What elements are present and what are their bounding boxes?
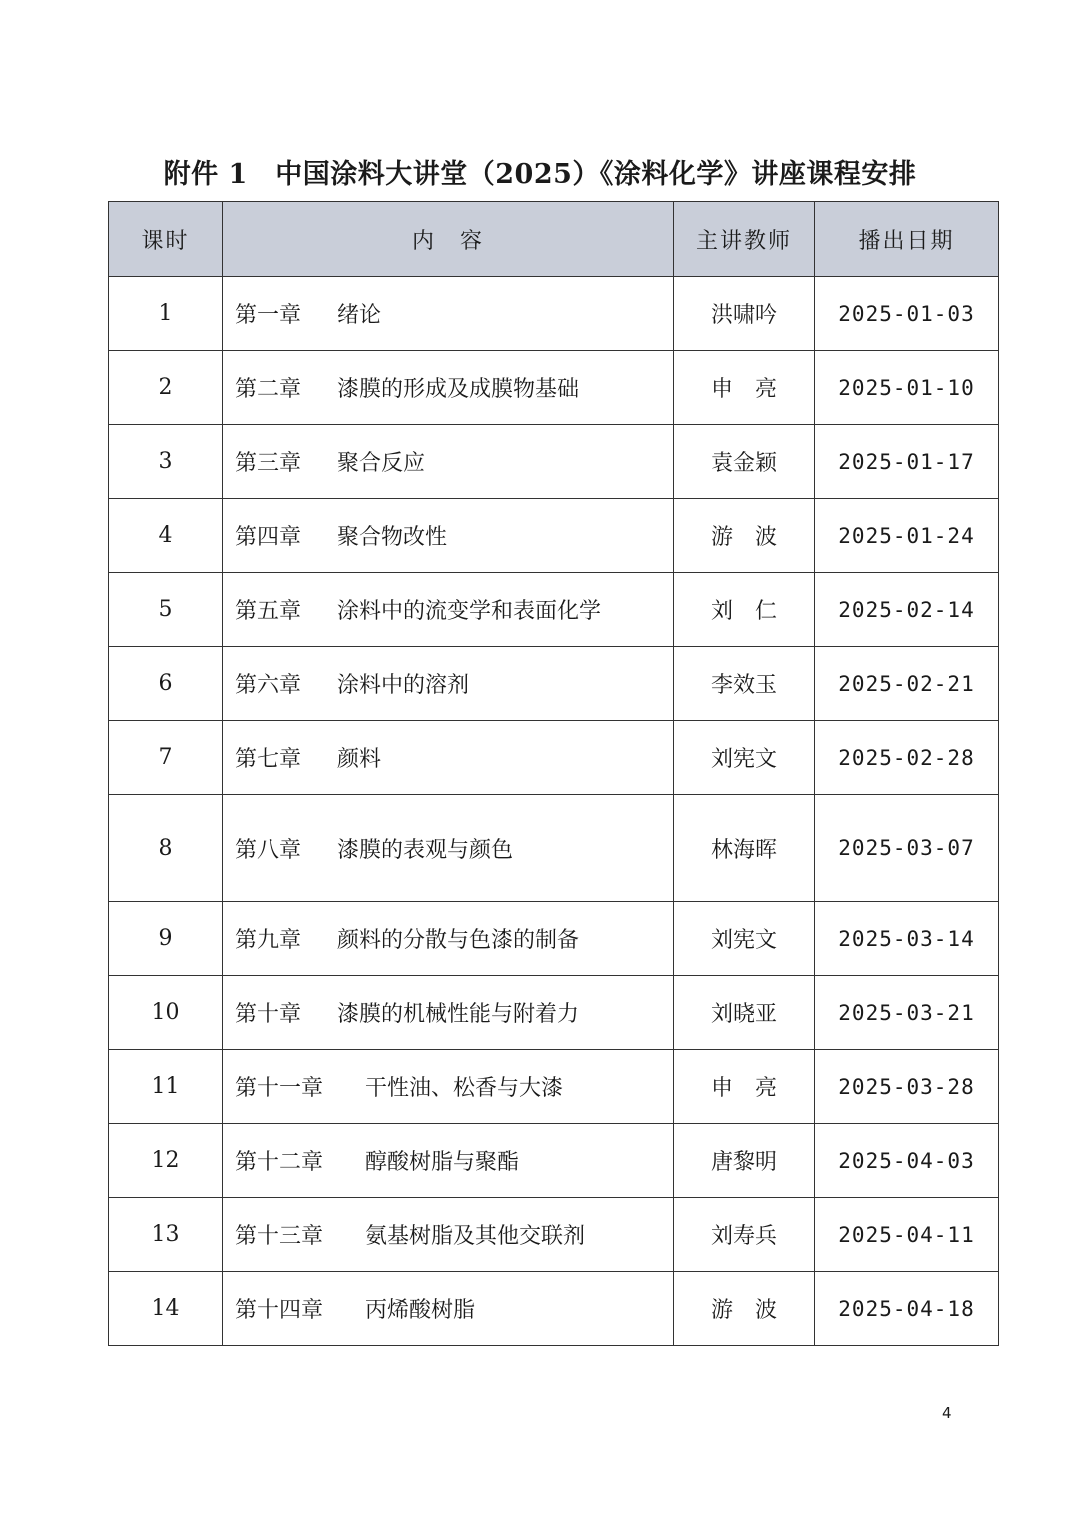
topic-label: 漆膜的表观与颜色 xyxy=(337,837,514,863)
session-number: 14 xyxy=(109,1272,223,1346)
session-number: 1 xyxy=(109,277,223,351)
lecturer-name: 刘寿兵 xyxy=(674,1198,815,1272)
topic-label: 聚合物改性 xyxy=(337,525,448,550)
header-session: 课时 xyxy=(109,202,223,277)
session-number: 11 xyxy=(109,1050,223,1124)
chapter-label: 第一章 xyxy=(235,303,302,328)
content-cell xyxy=(223,351,674,425)
session-number: 10 xyxy=(109,976,223,1050)
content-cell xyxy=(223,1272,674,1346)
session-number: 12 xyxy=(109,1124,223,1198)
content-cell xyxy=(223,902,674,976)
chapter-label: 第十三章 xyxy=(235,1224,324,1249)
chapter-label: 第十一章 xyxy=(235,1076,324,1101)
topic-label: 氨基树脂及其他交联剂 xyxy=(365,1224,586,1249)
topic-label: 干性油、松香与大漆 xyxy=(365,1076,564,1101)
chapter-label: 第二章 xyxy=(235,377,302,402)
session-number: 6 xyxy=(109,647,223,721)
chapter-label: 第五章 xyxy=(235,599,302,624)
topic-label: 漆膜的机械性能与附着力 xyxy=(337,1002,580,1027)
session-number: 7 xyxy=(109,721,223,795)
content-cell xyxy=(223,499,674,573)
content-cell xyxy=(223,976,674,1050)
content-cell xyxy=(223,573,674,647)
lecturer-name: 刘 仁 xyxy=(674,573,815,647)
table-row xyxy=(109,351,999,425)
lecturer-name: 刘宪文 xyxy=(674,721,815,795)
chapter-label: 第九章 xyxy=(235,928,302,953)
lecturer-name: 游 波 xyxy=(674,1272,815,1346)
topic-label: 聚合反应 xyxy=(337,451,426,476)
content-cell xyxy=(223,277,674,351)
table-row xyxy=(109,573,999,647)
topic-label: 涂料中的流变学和表面化学 xyxy=(337,599,602,624)
broadcast-date: 2025-01-24 xyxy=(815,499,999,573)
topic-label: 颜料的分散与色漆的制备 xyxy=(337,928,580,953)
broadcast-date: 2025-01-03 xyxy=(815,277,999,351)
table-row xyxy=(109,1050,999,1124)
content-cell xyxy=(223,425,674,499)
chapter-label: 第十章 xyxy=(235,1002,302,1027)
broadcast-date: 2025-02-28 xyxy=(815,721,999,795)
chapter-label: 第十四章 xyxy=(235,1298,324,1323)
lecturer-name: 林海晖 xyxy=(674,795,815,902)
session-number: 9 xyxy=(109,902,223,976)
table-row xyxy=(109,1124,999,1198)
broadcast-date: 2025-04-18 xyxy=(815,1272,999,1346)
session-number: 5 xyxy=(109,573,223,647)
broadcast-date: 2025-04-03 xyxy=(815,1124,999,1198)
table-row xyxy=(109,647,999,721)
broadcast-date: 2025-01-17 xyxy=(815,425,999,499)
broadcast-date: 2025-03-14 xyxy=(815,902,999,976)
chapter-label: 第十二章 xyxy=(235,1150,324,1175)
lecturer-name: 洪啸吟 xyxy=(674,277,815,351)
table-row xyxy=(109,499,999,573)
lecturer-name: 袁金颖 xyxy=(674,425,815,499)
lecturer-name: 申 亮 xyxy=(674,1050,815,1124)
page-title: 附件 1 中国涂料大讲堂（2025）《涂料化学》讲座课程安排 xyxy=(163,159,917,190)
content-cell xyxy=(223,1198,674,1272)
page-number: 4 xyxy=(942,1404,952,1422)
table-header-row xyxy=(109,202,999,277)
chapter-label: 第六章 xyxy=(235,673,302,698)
topic-label: 涂料中的溶剂 xyxy=(337,673,470,698)
lecturer-name: 李效玉 xyxy=(674,647,815,721)
content-cell xyxy=(223,721,674,795)
lecturer-name: 游 波 xyxy=(674,499,815,573)
broadcast-date: 2025-01-10 xyxy=(815,351,999,425)
topic-label: 颜料 xyxy=(337,747,382,772)
broadcast-date: 2025-02-21 xyxy=(815,647,999,721)
table-row xyxy=(109,277,999,351)
topic-label: 漆膜的形成及成膜物基础 xyxy=(337,377,580,402)
broadcast-date: 2025-02-14 xyxy=(815,573,999,647)
table-row xyxy=(109,721,999,795)
lecturer-name: 刘晓亚 xyxy=(674,976,815,1050)
broadcast-date: 2025-03-21 xyxy=(815,976,999,1050)
content-cell xyxy=(223,1050,674,1124)
table-row xyxy=(109,795,999,902)
chapter-label: 第八章 xyxy=(235,837,302,863)
broadcast-date: 2025-03-28 xyxy=(815,1050,999,1124)
topic-label: 丙烯酸树脂 xyxy=(365,1298,476,1323)
session-number: 2 xyxy=(109,351,223,425)
table-row xyxy=(109,425,999,499)
chapter-label: 第四章 xyxy=(235,525,302,550)
session-number: 4 xyxy=(109,499,223,573)
content-cell xyxy=(223,1124,674,1198)
header-date: 播出日期 xyxy=(815,202,999,277)
course-schedule-table xyxy=(108,201,999,1346)
table-row xyxy=(109,1198,999,1272)
session-number: 3 xyxy=(109,425,223,499)
table-row xyxy=(109,1272,999,1346)
session-number: 8 xyxy=(109,795,223,902)
topic-label: 醇酸树脂与聚酯 xyxy=(365,1150,520,1175)
content-cell xyxy=(223,795,674,902)
header-lecturer: 主讲教师 xyxy=(674,202,815,277)
lecturer-name: 刘宪文 xyxy=(674,902,815,976)
header-content: 内 容 xyxy=(223,202,674,277)
topic-label: 绪论 xyxy=(337,303,382,328)
broadcast-date: 2025-03-07 xyxy=(815,795,999,902)
lecturer-name: 唐黎明 xyxy=(674,1124,815,1198)
session-number: 13 xyxy=(109,1198,223,1272)
broadcast-date: 2025-04-11 xyxy=(815,1198,999,1272)
table-row xyxy=(109,976,999,1050)
content-cell xyxy=(223,647,674,721)
chapter-label: 第三章 xyxy=(235,451,302,476)
chapter-label: 第七章 xyxy=(235,747,302,772)
lecturer-name: 申 亮 xyxy=(674,351,815,425)
table-row xyxy=(109,902,999,976)
